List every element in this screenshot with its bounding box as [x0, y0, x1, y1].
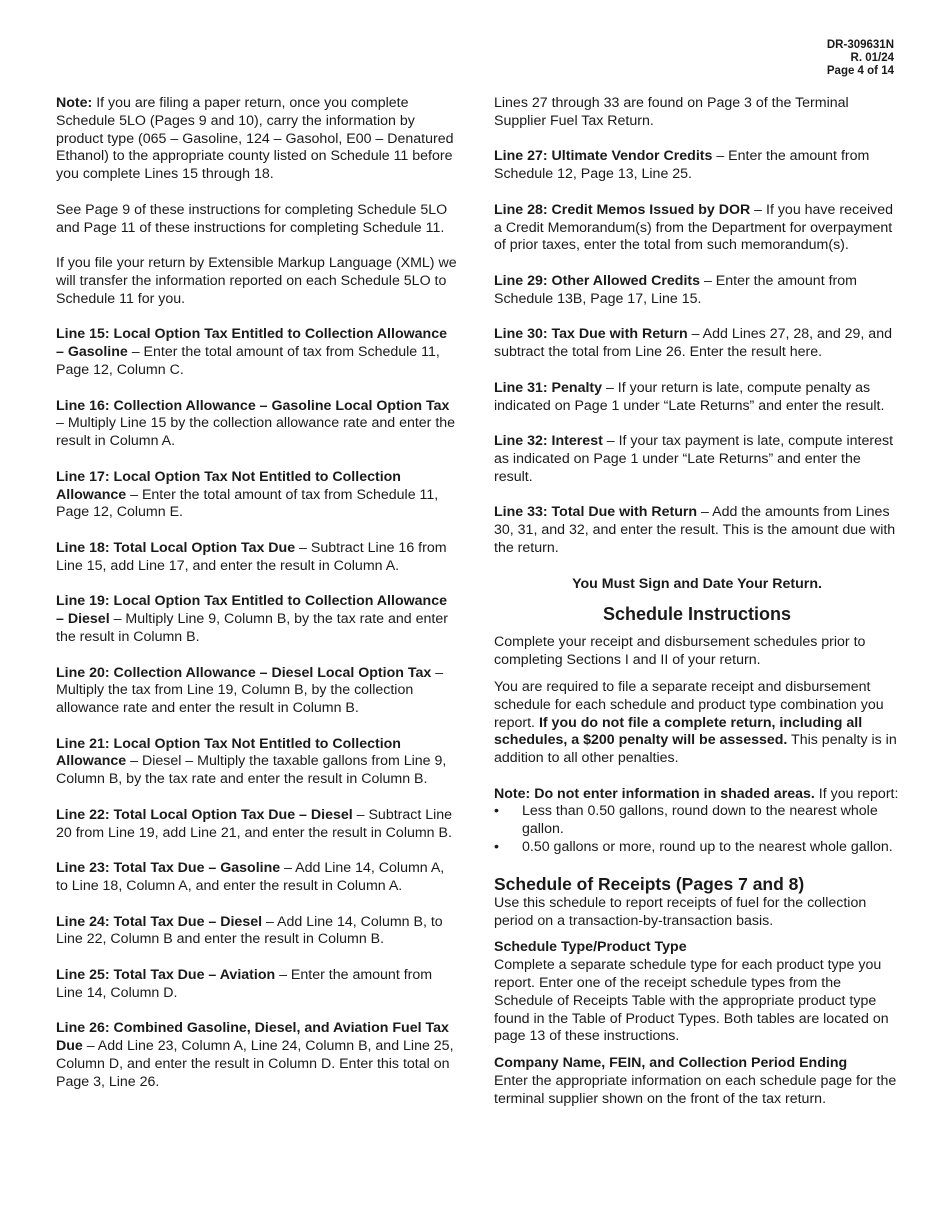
line-text: – Multiply Line 15 by the collection allowance rate and enter the result in Column A.: [56, 415, 456, 450]
left-column: [56, 95, 458, 1109]
note-text: If you are filing a paper return, once you complete Schedule 5LO (Pages 9 and 10), carry the information by product type (065 – Gasoline, 124 – Gasohol, E00 – Denatured Ethanol) to the appropriate county listed on Schedule 11 before you complete Lines 15 through 18.: [56, 95, 454, 183]
bullet-item: [494, 839, 900, 857]
rounding-bullets: [494, 803, 900, 856]
schedule-instructions-title: Schedule Instructions: [602, 604, 792, 625]
schedule-paragraph-1: Complete your receipt and disbursement schedules prior to completing Sections I and II of your return.: [494, 634, 866, 669]
schedule-paragraph-2: [494, 679, 900, 768]
line-text: – Add Line 14, Column B, to Line 22, Column B and enter the result in Column B.: [56, 913, 443, 948]
line-item: [56, 736, 458, 789]
line-item: [56, 860, 458, 896]
shaded-areas-note: [494, 786, 900, 804]
line-item: [494, 273, 900, 309]
line-label: Line 18: Total Local Option Tax Due: [56, 539, 296, 556]
line-text: – Enter the total amount of tax from Schedule 11, Page 12, Column E.: [56, 486, 439, 521]
line-text: – Add Lines 27, 28, and 29, and subtract the total from Line 26. Enter the result here.: [494, 326, 892, 361]
line-item: [56, 914, 458, 950]
line-item: [494, 504, 900, 557]
line-label: Line 27: Ultimate Vendor Credits: [494, 148, 713, 165]
line-label: Line 33: Total Due with Return: [494, 504, 698, 521]
line-label: Line 20: Collection Allowance – Diesel Local Option Tax: [56, 664, 432, 681]
line-label: Line 25: Total Tax Due – Aviation: [56, 967, 276, 984]
line-item: [56, 469, 458, 522]
shaded-note-text: If you report:: [814, 785, 899, 802]
line-text: – Enter the amount from Schedule 12, Page 13, Line 25.: [494, 148, 870, 183]
form-revision: R. 01/24: [850, 52, 894, 64]
line-label: Line 29: Other Allowed Credits: [494, 272, 701, 289]
shaded-note-label: Note: Do not enter information in shaded areas.: [494, 785, 815, 802]
line-text: – Diesel – Multiply the taxable gallons from Line 9, Column B, by the tax rate and enter the result in Column B.: [56, 753, 447, 788]
line-instructions-right: [494, 148, 900, 557]
xml-paragraph: If you file your return by Extensible Markup Language (XML) we will transfer the information reported on each Schedule 5LO to Schedule 11 for you.: [56, 255, 457, 307]
schedule-type-heading: Schedule Type/Product Type: [494, 939, 687, 956]
schedule-type-paragraph: Complete a separate schedule type for each product type you report. Enter one of the receipt schedule types from the Schedule of Receipts Table with the appropriate product type found in the Table of Product Types. Both tables are located on page 13 of these instructions.: [494, 957, 889, 1045]
note-label: Note:: [56, 95, 93, 111]
bullet-item: [494, 803, 900, 839]
line-text: – Enter the amount from Schedule 13B, Page 17, Line 15.: [494, 272, 857, 307]
line-item: [494, 148, 900, 184]
line-text: – Add Line 14, Column A, to Line 18, Column A, and enter the result in Column A.: [56, 860, 445, 895]
line-item: [56, 593, 458, 646]
line-item: [56, 326, 458, 379]
company-name-heading: Company Name, FEIN, and Collection Period Ending: [494, 1055, 848, 1072]
bullet-text: 0.50 gallons or more, round up to the nearest whole gallon.: [522, 839, 893, 856]
bullet-glyph: •: [494, 803, 499, 820]
see-page-paragraph: See Page 9 of these instructions for completing Schedule 5LO and Page 11 of these instructions for completing Schedule 11.: [56, 201, 448, 236]
line-text: – Enter the amount from Line 14, Column D.: [56, 967, 433, 1001]
line-label: Line 30: Tax Due with Return: [494, 326, 688, 343]
line-text: – Multiply Line 9, Column B, by the tax rate and enter the result in Column B.: [56, 611, 448, 645]
line-item: [56, 665, 458, 718]
note-paragraph: [56, 95, 458, 184]
line-text: – If you have received a Credit Memorandum(s) from the Department for overpayment of prior taxes, enter the total from such memorandum(s).: [494, 201, 893, 254]
line-text: – Multiply the tax from Line 19, Column B, by the collection allowance rate and enter the result in Column B.: [56, 664, 444, 717]
line-text: – If your return is late, compute penalty as indicated on Page 1 under “Late Returns” and enter the result.: [494, 379, 885, 414]
penalty-warning: If you do not file a complete return, including all schedules, a $200 penalty will be assessed.: [494, 714, 863, 749]
form-header: [827, 39, 894, 78]
line-item: [56, 540, 458, 576]
line-text: – Subtract Line 20 from Line 19, add Line 21, and enter the result in Column B.: [56, 806, 453, 841]
line-item: [56, 807, 458, 843]
line-item: [494, 380, 900, 416]
bullet-glyph: •: [494, 839, 499, 856]
line-label: Line 21: Local Option Tax Not Entitled to Collection Allowance: [56, 735, 401, 770]
schedule-para2-text: You are required to file a separate receipt and disbursement schedule for each schedule and product type combination you report.: [494, 678, 884, 731]
line-text: – Enter the total amount of tax from Schedule 11, Page 12, Column C.: [56, 344, 440, 378]
right-column: [494, 95, 900, 1109]
line-label: Line 24: Total Tax Due – Diesel: [56, 913, 263, 930]
line-label: Line 16: Collection Allowance – Gasoline Local Option Tax: [56, 397, 450, 414]
page-number: Page 4 of 14: [826, 65, 894, 77]
line-item: [494, 202, 900, 255]
receipts-paragraph: Use this schedule to report receipts of fuel for the collection period on a transaction-by-transaction basis.: [494, 894, 867, 929]
line-item: [56, 1020, 458, 1091]
line-text: – Subtract Line 16 from Line 15, add Line 17, and enter the result in Column A.: [56, 539, 447, 574]
line-item: [56, 967, 458, 1003]
line-item: [56, 398, 458, 451]
line-item: [494, 326, 900, 362]
line-text: – If your tax payment is late, compute interest as indicated on Page 1 under “Late Returns” and enter the result.: [494, 433, 894, 485]
line-label: Line 22: Total Local Option Tax Due – Diesel: [56, 806, 353, 823]
company-name-paragraph: Enter the appropriate information on each schedule page for the terminal supplier shown on the front of the tax return.: [494, 1073, 897, 1107]
schedule-of-receipts-title: Schedule of Receipts (Pages 7 and 8): [494, 873, 805, 894]
line-label: Line 19: Local Option Tax Entitled to Collection Allowance – Diesel: [56, 593, 447, 628]
bullet-text: Less than 0.50 gallons, round down to the nearest whole gallon.: [522, 803, 878, 838]
line-instructions-left: [56, 326, 458, 1091]
sign-notice: You Must Sign and Date Your Return.: [572, 575, 822, 592]
line-label: Line 32: Interest: [494, 433, 603, 450]
line-label: Line 15: Local Option Tax Entitled to Collection Allowance – Gasoline: [56, 326, 447, 361]
intro-paragraph: Lines 27 through 33 are found on Page 3 of the Terminal Supplier Fuel Tax Return.: [494, 95, 849, 129]
line-label: Line 28: Credit Memos Issued by DOR: [494, 201, 751, 218]
line-label: Line 26: Combined Gasoline, Diesel, and Aviation Fuel Tax Due: [56, 1020, 449, 1055]
line-text: – Add the amounts from Lines 30, 31, and 32, and enter the result. This is the amount due with the return.: [494, 504, 896, 556]
line-label: Line 23: Total Tax Due – Gasoline: [56, 860, 281, 877]
line-text: – Add Line 23, Column A, Line 24, Column B, and Line 25, Column D, and enter the result in Column D. Enter this total on Page 3, Line 26.: [56, 1038, 454, 1090]
line-item: [494, 433, 900, 486]
line-label: Line 31: Penalty: [494, 379, 603, 396]
schedule-para2-tail: This penalty is in addition to all other penalties.: [494, 732, 897, 767]
line-label: Line 17: Local Option Tax Not Entitled to Collection Allowance: [56, 468, 401, 503]
form-id: DR-309631N: [826, 39, 894, 51]
